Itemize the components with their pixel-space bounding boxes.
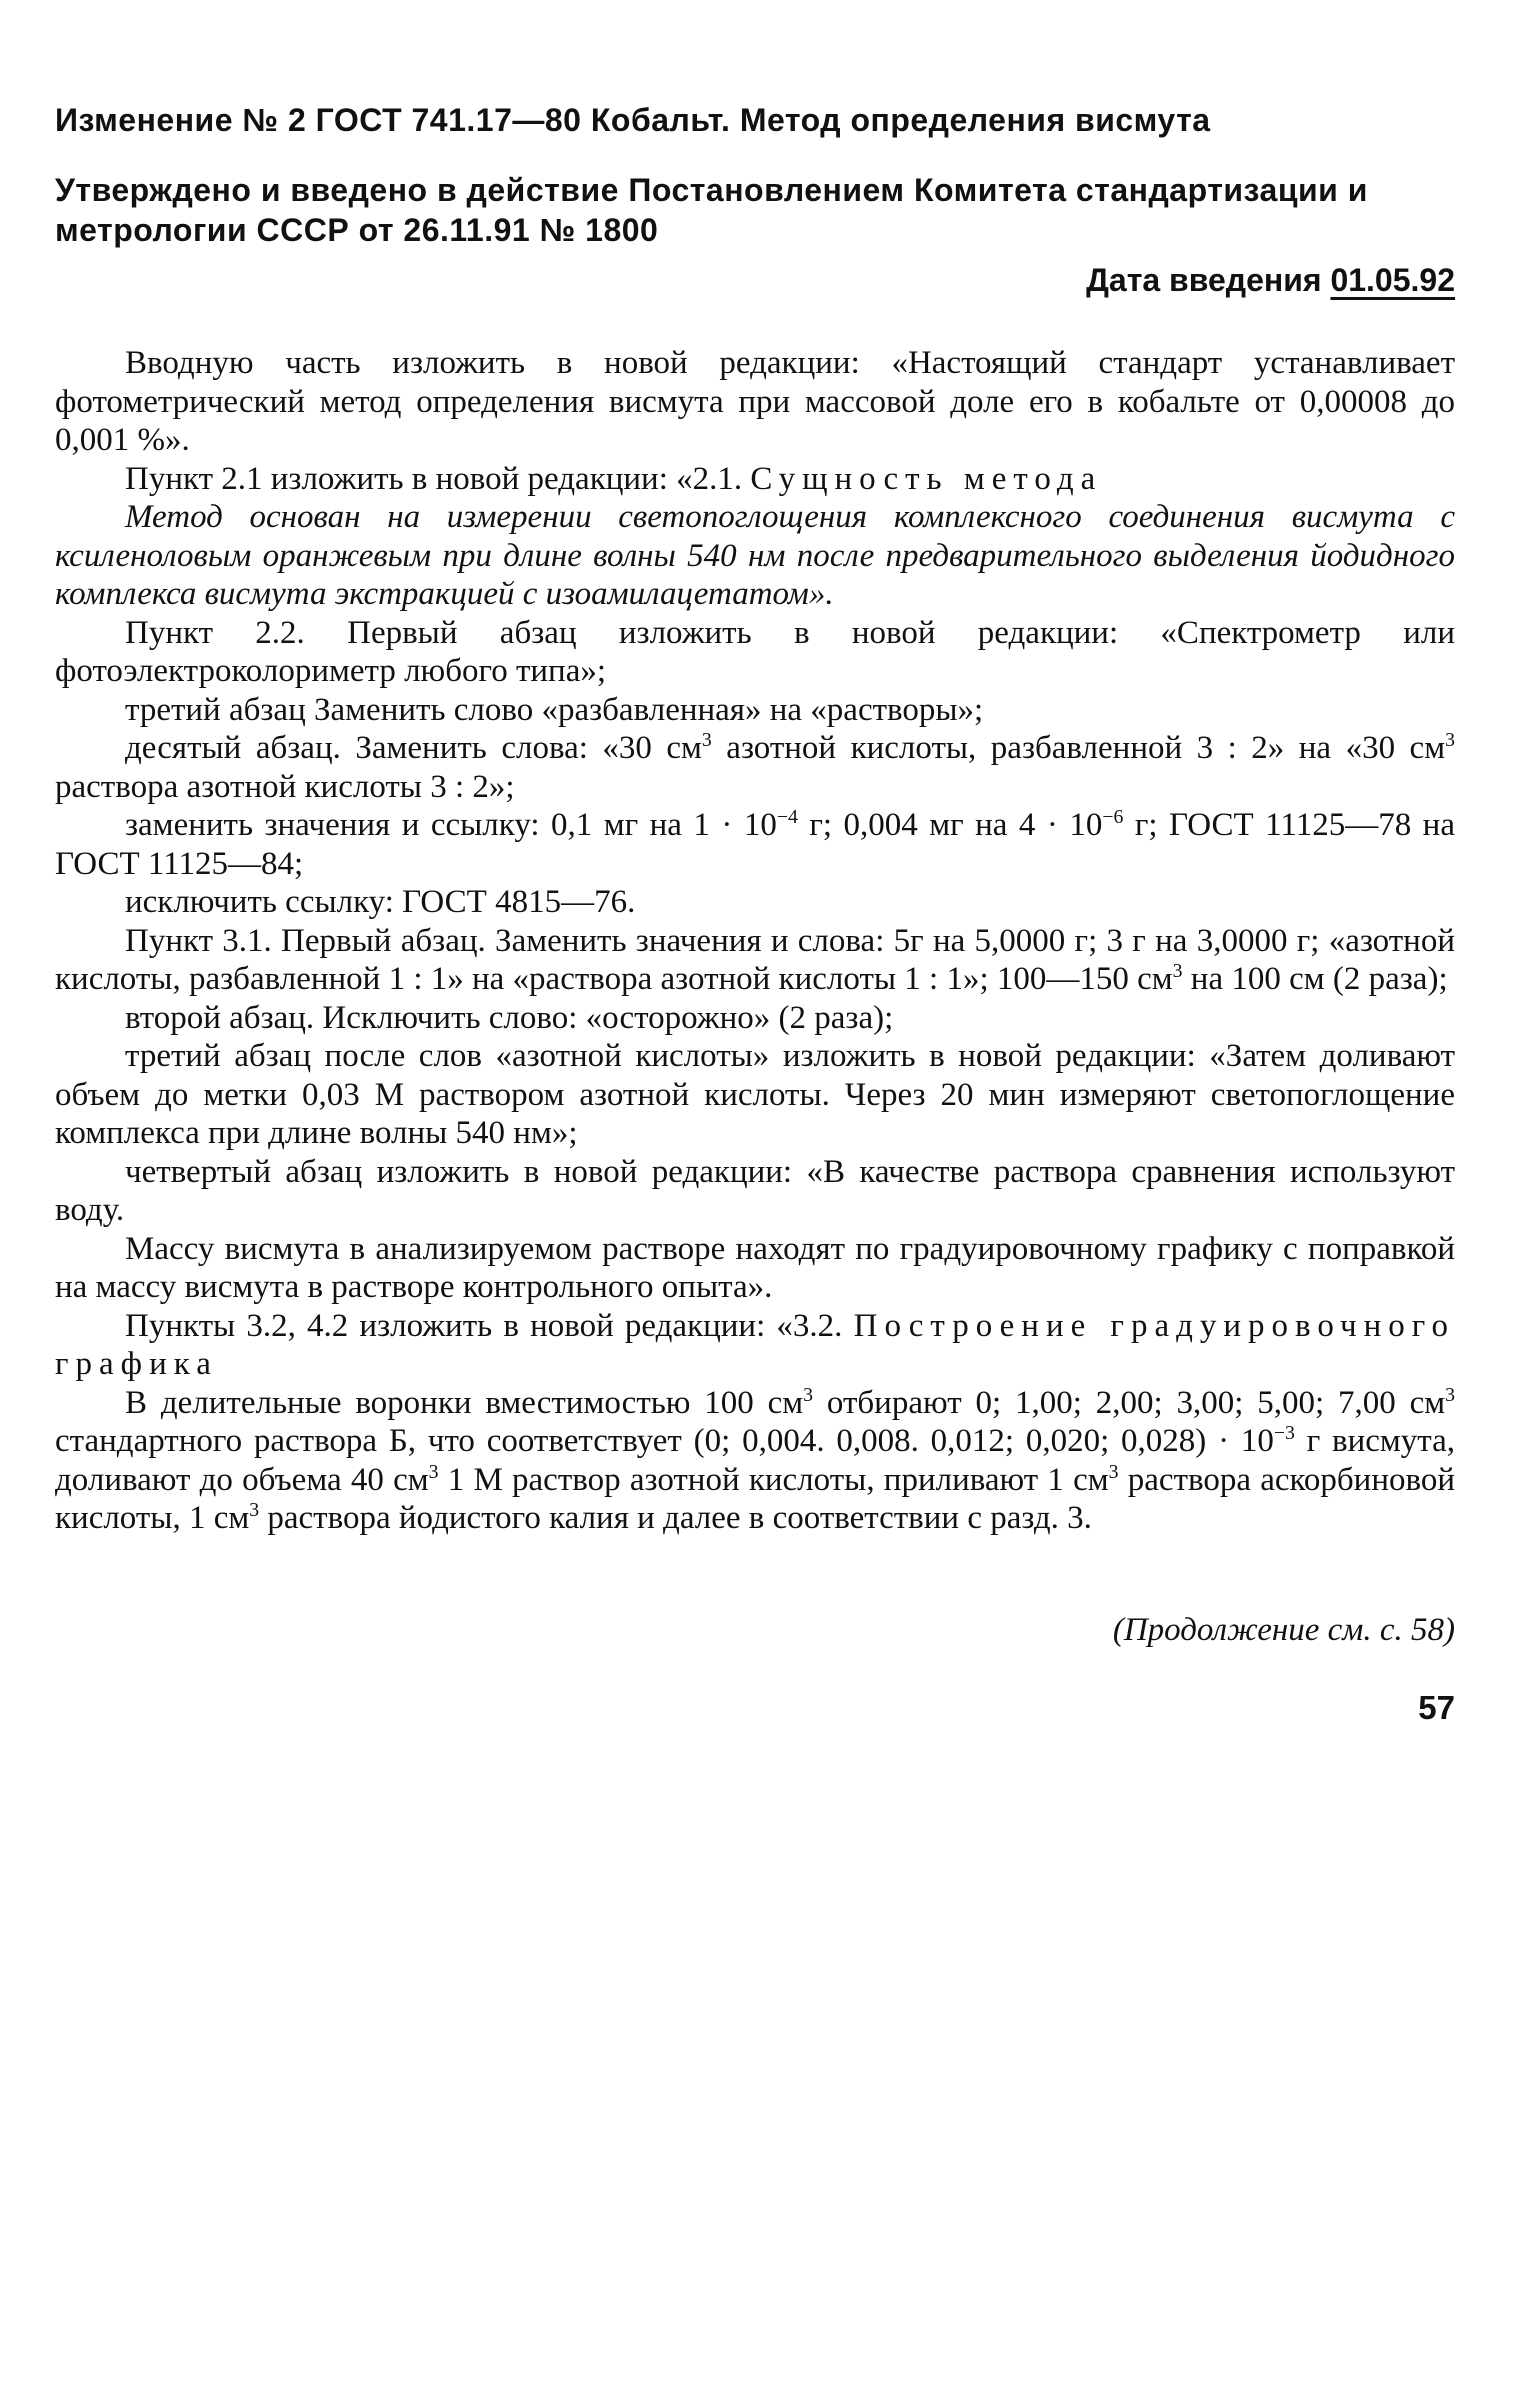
sup-cube: 3 (428, 1460, 439, 1483)
paragraph-bismuth-mass: Массу висмута в анализируемом растворе находят по градуировочному графику с поправкой на массу висмута в растворе контрольного опыта». (55, 1230, 1455, 1305)
p14-heading: Построение градуировочного графика (55, 1307, 1456, 1382)
p15-part-b: отбирают 0; 1,00; 2,00; 3,00; 5,00; 7,00 см (813, 1384, 1446, 1421)
sup-cube: 3 (1172, 960, 1183, 982)
paragraph-clause-3-1 (55, 922, 1455, 999)
effective-date-label: Дата введения (1086, 262, 1322, 298)
p15-part-g: раствора йодистого калия и далее в соответствии с разд. 3. (259, 1500, 1092, 1536)
p6-part-c: раствора азотной кислоты 3 : 2»; (55, 768, 515, 805)
paragraph-second-abzac: второй абзац. Исключить слово: «осторожно» (2 раза); (125, 999, 894, 1036)
paragraph-tenth-abzac (55, 729, 1455, 806)
paragraph-exclude-reference: исключить ссылку: ГОСТ 4815—76. (125, 884, 636, 920)
effective-date-line (55, 260, 1455, 300)
p6-part-b: азотной кислоты, разбавленной 3 : 2» на «30 см (711, 730, 1446, 766)
sup-cube: 3 (1445, 729, 1455, 751)
paragraph-clause-2-1 (55, 460, 1455, 499)
sup-exp-m3: −3 (1273, 1422, 1295, 1444)
effective-date-value: 01.05.92 (1330, 262, 1455, 298)
paragraph-third-abzac-new: третий абзац после слов «азотной кислоты» изложить в новой редакции: «Затем доливают объем до метки 0,03 М раствором азотной кислоты. Через 20 мин измеряют светопоглощение комплекса при длине волны 540 нм»; (55, 1038, 1455, 1151)
paragraph-fourth-abzac: четвертый абзац изложить в новой редакции: «В качестве раствора сравнения используют воду. (55, 1153, 1455, 1228)
p6-part-a: десятый абзац. Заменить слова: «30 см (125, 730, 702, 766)
p9-part-a: Пункт 3.1. Первый абзац. Заменить значения и слова: 5г на 5,0000 г; 3 г на 3,0000 г; «азотной кислоты, разбавленной 1 : 1» на «раствора азотной кислоты 1 : 1»; 100—150 см (55, 922, 1455, 997)
clause-2-1-heading: Сущность метода (750, 460, 1103, 497)
paragraph-intro: Вводную часть изложить в новой редакции: «Настоящий стандарт устанавливает фотометрический метод определения висмута при массовой доле его в кобальте от 0,00008 до 0,001 %». (55, 345, 1455, 458)
p7-part-b: г; 0,004 мг на 4 · 10 (797, 807, 1103, 843)
paragraph-replace-values (55, 806, 1455, 883)
document-page (55, 100, 1455, 1727)
paragraph-calibration-procedure (55, 1384, 1455, 1538)
page-number: 57 (1418, 1688, 1455, 1726)
p9-part-b: на 100 см (2 раза); (1182, 961, 1448, 997)
sup-exp-m4: −4 (776, 806, 798, 828)
paragraph-clauses-3-2-4-2 (55, 1307, 1455, 1384)
continuation-note: (Продолжение см. с. 58) (1112, 1611, 1455, 1648)
p15-part-e: 1 М раствор азотной кислоты, приливают 1 см (438, 1461, 1109, 1498)
clause-2-1-lead: Пункт 2.1 изложить в новой редакции: «2.1. (125, 460, 743, 497)
p7-part-c: г; ГОСТ 11125—78 на ГОСТ 11125—84; (55, 807, 1455, 882)
paragraph-method-principle: Метод основан на измерении светопоглощения комплексного соединения висмута с ксиленоловым оранжевым при длине волны 540 нм после предварительного выделения йодидного комплекса висмута экстракцией с изоамилацетатом». (55, 499, 1455, 612)
p15-part-a: В делительные воронки вместимостью 100 см (125, 1384, 804, 1421)
amendment-title: Изменение № 2 ГОСТ 741.17—80 Кобальт. Метод определения висмута (55, 102, 1211, 138)
sup-exp-m6: −6 (1102, 806, 1124, 828)
sup-cube: 3 (1445, 1383, 1455, 1406)
sup-cube: 3 (1108, 1460, 1119, 1483)
p15-part-c: стандартного раствора Б, что соответствует (0; 0,004. 0,008. 0,012; 0,020; 0,028) · 10 (55, 1423, 1274, 1459)
p14-lead: Пункты 3.2, 4.2 изложить в новой редакции: «3.2. (125, 1307, 843, 1344)
p15-part-d: г висмута, доливают до объема 40 см (55, 1423, 1456, 1498)
sup-cube: 3 (803, 1383, 814, 1406)
sup-cube: 3 (701, 729, 712, 751)
sup-cube: 3 (249, 1499, 260, 1521)
p15-part-f: раствора аскорбиновой кислоты, 1 см (55, 1461, 1455, 1536)
p7-part-a: заменить значения и ссылку: 0,1 мг на 1 · 10 (125, 807, 777, 843)
paragraph-third-abzac: третий абзац Заменить слово «разбавленная» на «растворы»; (125, 691, 984, 728)
paragraph-clause-2-2: Пункт 2.2. Первый абзац изложить в новой редакции: «Спектрометр или фотоэлектроколориметр любого типа»; (55, 614, 1455, 689)
document-body (55, 344, 1455, 1538)
approval-statement: Утверждено и введено в действие Постановлением Комитета стандартизации и метрологии СССР от 26.11.91 № 1800 (55, 172, 1368, 248)
